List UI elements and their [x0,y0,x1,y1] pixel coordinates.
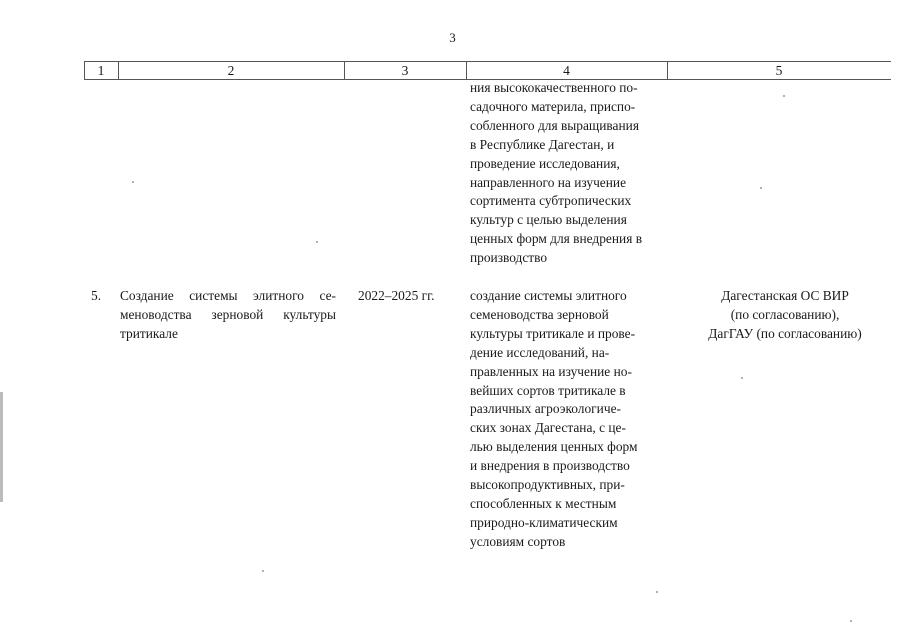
text-line: собленного для выращивания [470,117,639,133]
scan-speck [262,570,264,572]
header-divider [466,61,467,79]
text-line: дение исследований, на- [470,344,610,360]
text-line: правленных на изучение но- [470,363,632,379]
text-line: Дагестанская ОС ВИР [721,288,849,303]
text-line: сортимента субтропических [470,193,632,209]
scan-edge-mark [0,392,3,502]
text-line: условиям сортов [470,533,566,549]
text-line: производство [470,250,548,266]
column-header-4: 4 [466,61,667,80]
text-line: Создание системы элитного се- [120,288,336,303]
scan-speck [316,241,318,243]
text-line: тритикале [120,325,178,341]
text-line: меноводства зерновой культуры [120,306,336,322]
text-line: (по согласованию), [730,306,840,322]
text-line: ценных форм для внедрения в [470,231,643,247]
text-line: создание системы элитного [470,288,627,303]
text-line: в Республике Дагестан, и [470,136,615,152]
column-header-1: 1 [84,61,118,80]
scan-speck [132,181,134,183]
text-line: ДагГАУ (по согласованию) [708,325,862,341]
column-header-5: 5 [667,61,891,80]
text-line: культур с целью выделения [470,212,627,228]
header-divider [344,61,345,79]
scan-speck [656,591,658,593]
scan-speck [741,377,743,379]
continued-description [470,79,642,268]
text-line: садочного материла, приспо- [470,98,636,114]
text-line: лью выделения ценных форм [470,439,638,455]
text-line: культуры тритикале и прове- [470,325,636,341]
column-header-2: 2 [118,61,344,80]
text-line: семеноводства зерновой [470,306,609,322]
measure-description [470,287,638,552]
column-header-3: 3 [344,61,466,80]
page-number: 3 [449,30,456,45]
header-divider [667,61,668,79]
text-line: направленного на изучение [470,174,627,190]
period: 2022–2025 гг. [358,288,435,303]
header-divider [118,61,119,79]
scan-speck [760,187,762,189]
text-line: ния высококачественного по- [470,80,638,95]
text-line: природно-климатическим [470,514,618,530]
header-divider [84,61,85,79]
text-line: вейших сортов тритикале в [470,382,626,398]
text-line: различных агроэкологиче- [470,401,621,417]
measure-title [120,287,336,344]
text-line: высокопродуктивных, при- [470,477,625,493]
text-line: проведение исследования, [470,155,620,171]
text-line: ских зонах Дагестана, с це- [470,420,626,436]
scan-speck [783,95,785,97]
scan-speck [850,620,852,622]
executors [677,287,893,344]
text-line: способленных к местным [470,495,617,511]
text-line: и внедрения в производство [470,458,630,474]
row-number: 5. [91,288,102,303]
